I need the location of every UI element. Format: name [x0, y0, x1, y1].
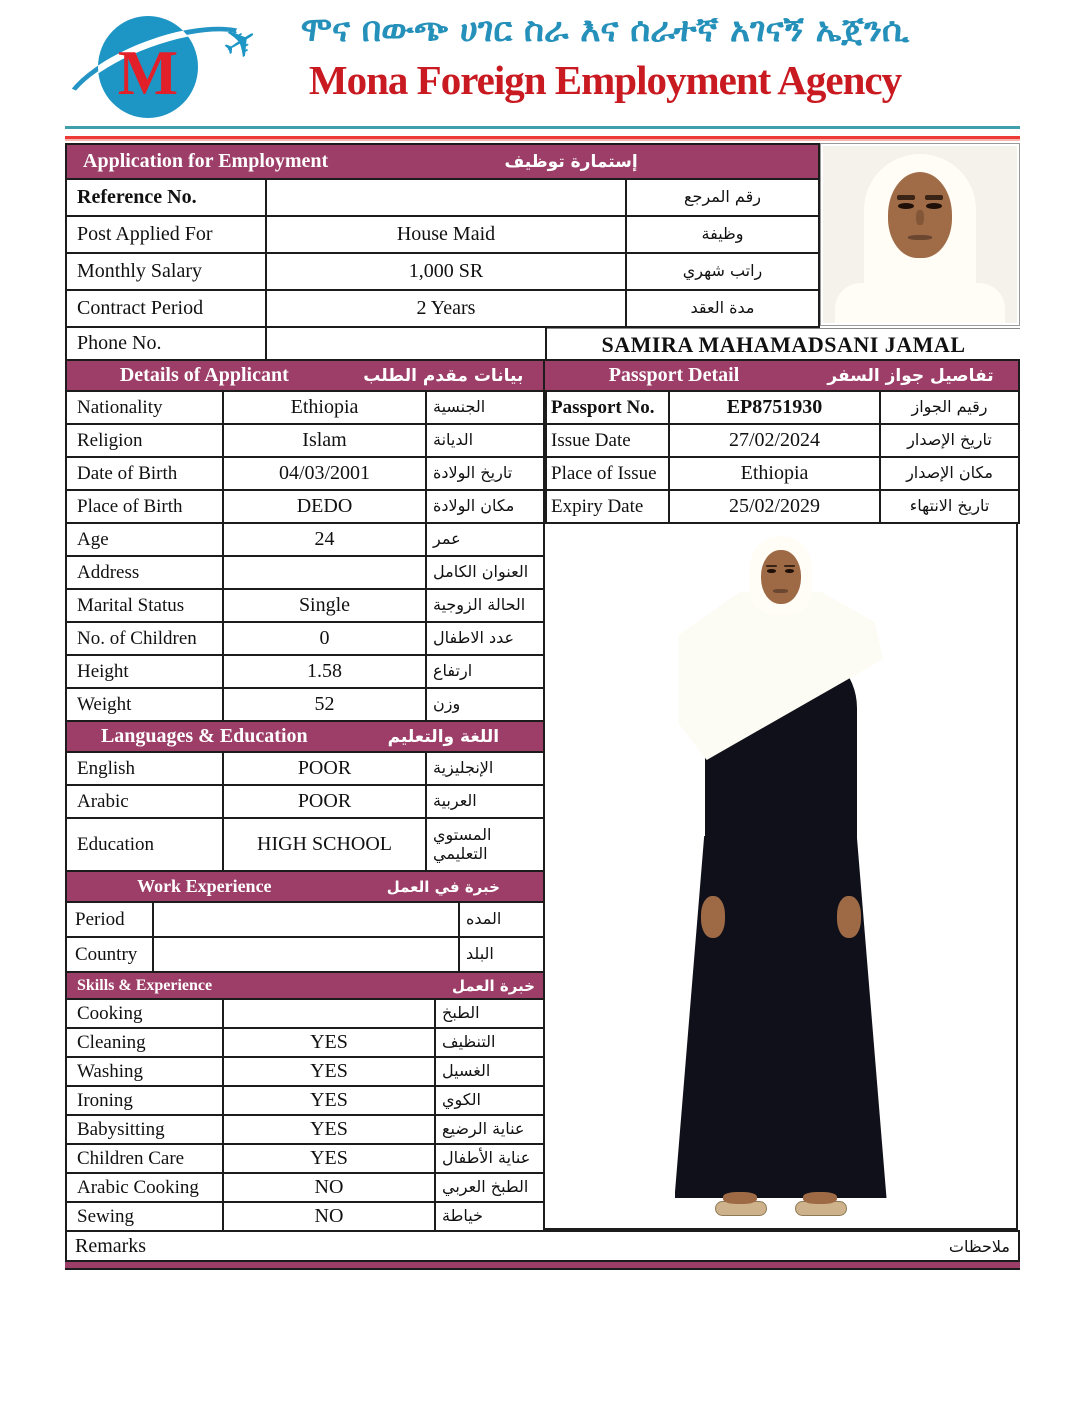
- agency-logo: [90, 6, 269, 124]
- table-row: [66, 688, 546, 721]
- section-title-en: Languages & Education: [100, 725, 308, 747]
- table-row: [66, 457, 546, 490]
- field-label-arabic: مدة العقد: [626, 290, 819, 327]
- languages-table: [65, 720, 547, 872]
- applicant-face: [888, 172, 952, 258]
- field-label-arabic: الجنسية: [426, 391, 546, 424]
- section-title-ar: إستمارة توظيف: [504, 151, 638, 172]
- field-label-arabic: رقم المرجع: [626, 179, 819, 216]
- table-row: [66, 1202, 546, 1231]
- remarks-label: Remarks: [75, 1234, 147, 1257]
- application-section-header: [66, 144, 819, 179]
- table-row: [544, 391, 1019, 424]
- field-value: House Maid: [266, 216, 626, 253]
- field-label-arabic: عناية الأطفال: [435, 1144, 546, 1173]
- table-row: [66, 1115, 546, 1144]
- table-row: [66, 490, 546, 523]
- passport-section-header: [544, 360, 1019, 391]
- field-value: 1.58: [223, 655, 426, 688]
- field-value: [266, 327, 546, 360]
- table-row: [66, 1028, 546, 1057]
- section-title-ar: اللغة والتعليم: [387, 726, 500, 747]
- passport-table: [543, 359, 1020, 524]
- field-value: [266, 179, 626, 216]
- table-row: [66, 290, 819, 327]
- field-value: YES: [223, 1144, 435, 1173]
- field-label: Country: [66, 937, 153, 972]
- field-label-arabic: وظيفة: [626, 216, 819, 253]
- field-label-arabic: الطبخ العربي: [435, 1173, 546, 1202]
- table-row: [66, 752, 546, 785]
- section-title-en: Work Experience: [137, 876, 272, 896]
- field-label: Height: [66, 655, 223, 688]
- field-label-arabic: العربية: [426, 785, 546, 818]
- field-value: 24: [223, 523, 426, 556]
- field-value: HIGH SCHOOL: [223, 818, 426, 871]
- section-title-en: Passport Detail: [608, 364, 740, 386]
- table-row: [544, 490, 1019, 523]
- field-label: English: [66, 752, 223, 785]
- field-label-arabic: البلد: [459, 937, 546, 972]
- field-label-arabic: خياطة: [435, 1202, 546, 1231]
- field-label-arabic: تاريخ الولادة: [426, 457, 546, 490]
- section-title-ar: تفاصيل جواز السفر: [827, 365, 994, 386]
- field-value: POOR: [223, 785, 426, 818]
- field-label: Cooking: [66, 999, 223, 1028]
- applicant-face: [761, 550, 801, 604]
- table-row: [66, 523, 546, 556]
- field-label: Arabic Cooking: [66, 1173, 223, 1202]
- work-experience-table: [65, 870, 547, 973]
- right-column: [545, 361, 1020, 1230]
- skills-table: [65, 971, 547, 1232]
- field-label: Sewing: [66, 1202, 223, 1231]
- field-label: Arabic: [66, 785, 223, 818]
- details-table: [65, 359, 547, 722]
- field-value: [223, 999, 435, 1028]
- field-label-arabic: الإنجليزية: [426, 752, 546, 785]
- bottom-accent-bar: [65, 1262, 1020, 1270]
- field-label: Marital Status: [66, 589, 223, 622]
- field-value: Ethiopia: [223, 391, 426, 424]
- field-value: 52: [223, 688, 426, 721]
- field-label: Post Applied For: [66, 216, 266, 253]
- section-title-en: Details of Applicant: [119, 364, 289, 386]
- field-label: Age: [66, 523, 223, 556]
- table-row: [66, 902, 546, 937]
- logo-letter-m: M: [117, 37, 179, 108]
- agency-name-amharic: ሞና በውጭ ሀገር ስራ እና ሰራተኛ አገናኝ ኤጀንሲ: [300, 10, 910, 50]
- field-value: 27/02/2024: [669, 424, 880, 457]
- field-label-arabic: راتب شهري: [626, 253, 819, 290]
- remarks-row: [65, 1230, 1020, 1262]
- field-label-arabic: عناية الرضيع: [435, 1115, 546, 1144]
- field-label-arabic: الغسيل: [435, 1057, 546, 1086]
- field-label-arabic: عدد الاطفال: [426, 622, 546, 655]
- left-column: [65, 361, 545, 1232]
- field-value: Islam: [223, 424, 426, 457]
- section-title-ar: خبرة العمل: [451, 976, 535, 995]
- table-row: [544, 457, 1019, 490]
- field-label-arabic: مكان الولادة: [426, 490, 546, 523]
- field-label: Date of Birth: [66, 457, 223, 490]
- field-label: Place of Issue: [544, 457, 669, 490]
- work-section-header: [66, 871, 546, 902]
- field-label-arabic: تاريخ الإصدار: [880, 424, 1019, 457]
- table-row: [66, 327, 546, 360]
- application-table: [65, 143, 820, 328]
- field-value: Ethiopia: [669, 457, 880, 490]
- field-label-arabic: تاريخ الانتهاء: [880, 490, 1019, 523]
- agency-name: Mona Foreign Employment Agency: [308, 57, 902, 103]
- field-label-arabic: المده: [459, 902, 546, 937]
- field-label-arabic: التنظيف: [435, 1028, 546, 1057]
- field-value: POOR: [223, 752, 426, 785]
- field-label: Washing: [66, 1057, 223, 1086]
- field-label: Reference No.: [66, 179, 266, 216]
- section-title-en: Skills & Experience: [77, 976, 213, 994]
- field-label-arabic: رقيم الجواز: [880, 391, 1019, 424]
- table-row: [66, 655, 546, 688]
- remarks-label-arabic: ملاحظات: [948, 1236, 1010, 1256]
- field-value: 04/03/2001: [223, 457, 426, 490]
- skills-section-header: [66, 972, 546, 999]
- table-row: [66, 589, 546, 622]
- field-label-arabic: الطبخ: [435, 999, 546, 1028]
- field-label: Education: [66, 818, 223, 871]
- field-label-arabic: وزن: [426, 688, 546, 721]
- field-label: No. of Children: [66, 622, 223, 655]
- field-label: Contract Period: [66, 290, 266, 327]
- section-title-ar: بيانات مقدم الطلب: [363, 365, 524, 386]
- field-value: EP8751930: [669, 391, 880, 424]
- field-label: Cleaning: [66, 1028, 223, 1057]
- field-label: Issue Date: [544, 424, 669, 457]
- field-label: Monthly Salary: [66, 253, 266, 290]
- field-label-arabic: المستوي التعليمي: [426, 818, 546, 871]
- field-label: Weight: [66, 688, 223, 721]
- field-label-arabic: العنوان الكامل: [426, 556, 546, 589]
- table-row: [66, 785, 546, 818]
- field-value: DEDO: [223, 490, 426, 523]
- table-row: [66, 1144, 546, 1173]
- field-label: Children Care: [66, 1144, 223, 1173]
- table-row: [66, 424, 546, 457]
- field-label: Religion: [66, 424, 223, 457]
- field-value: Single: [223, 589, 426, 622]
- application-section: [65, 143, 1020, 328]
- table-row: [66, 556, 546, 589]
- section-title-en: Application for Employment: [83, 150, 329, 172]
- section-title-ar: خبرة في العمل: [386, 877, 500, 896]
- field-value: [223, 556, 426, 589]
- field-value: NO: [223, 1173, 435, 1202]
- table-row: [66, 253, 819, 290]
- field-value: [153, 937, 459, 972]
- divider-red: [65, 136, 1020, 141]
- field-value: 25/02/2029: [669, 490, 880, 523]
- field-value: YES: [223, 1115, 435, 1144]
- field-value: YES: [223, 1028, 435, 1057]
- table-row: [544, 424, 1019, 457]
- table-row: [66, 937, 546, 972]
- field-label-arabic: عمر: [426, 523, 546, 556]
- field-label-arabic: الديانة: [426, 424, 546, 457]
- table-row: [66, 818, 546, 871]
- field-label: Passport No.: [544, 391, 669, 424]
- phone-table: [65, 326, 547, 361]
- applicant-name: SAMIRA MAHAMADSANI JAMAL: [547, 328, 1020, 361]
- letterhead: [0, 0, 1088, 126]
- table-row: [66, 179, 819, 216]
- field-label-arabic: ارتفاع: [426, 655, 546, 688]
- field-label-arabic: الحالة الزوجية: [426, 589, 546, 622]
- field-value: NO: [223, 1202, 435, 1231]
- table-row: [66, 1086, 546, 1115]
- table-row: [66, 1057, 546, 1086]
- field-label-arabic: مكان الإصدار: [880, 457, 1019, 490]
- field-label: Babysitting: [66, 1115, 223, 1144]
- table-row: [66, 622, 546, 655]
- field-value: YES: [223, 1086, 435, 1115]
- field-value: 0: [223, 622, 426, 655]
- details-section-header: [66, 360, 546, 391]
- field-label: Place of Birth: [66, 490, 223, 523]
- phone-strip: [65, 328, 1020, 361]
- field-label: Address: [66, 556, 223, 589]
- field-value: [153, 902, 459, 937]
- hijab-head-shape: [750, 536, 812, 614]
- field-label: Ironing: [66, 1086, 223, 1115]
- table-row: [66, 1173, 546, 1202]
- field-label: Nationality: [66, 391, 223, 424]
- table-row: [66, 391, 546, 424]
- field-value: YES: [223, 1057, 435, 1086]
- airplane-icon: ✈: [212, 12, 269, 73]
- field-value: 1,000 SR: [266, 253, 626, 290]
- field-value: 2 Years: [266, 290, 626, 327]
- table-row: [66, 216, 819, 253]
- field-label: Phone No.: [66, 327, 266, 360]
- divider-teal: [65, 126, 1020, 129]
- languages-section-header: [66, 721, 546, 752]
- applicant-headshot-photo: [820, 143, 1020, 326]
- applicant-fullbody-photo: [543, 522, 1018, 1230]
- field-label: Period: [66, 902, 153, 937]
- table-row: [66, 999, 546, 1028]
- field-label: Expiry Date: [544, 490, 669, 523]
- field-label-arabic: الكوي: [435, 1086, 546, 1115]
